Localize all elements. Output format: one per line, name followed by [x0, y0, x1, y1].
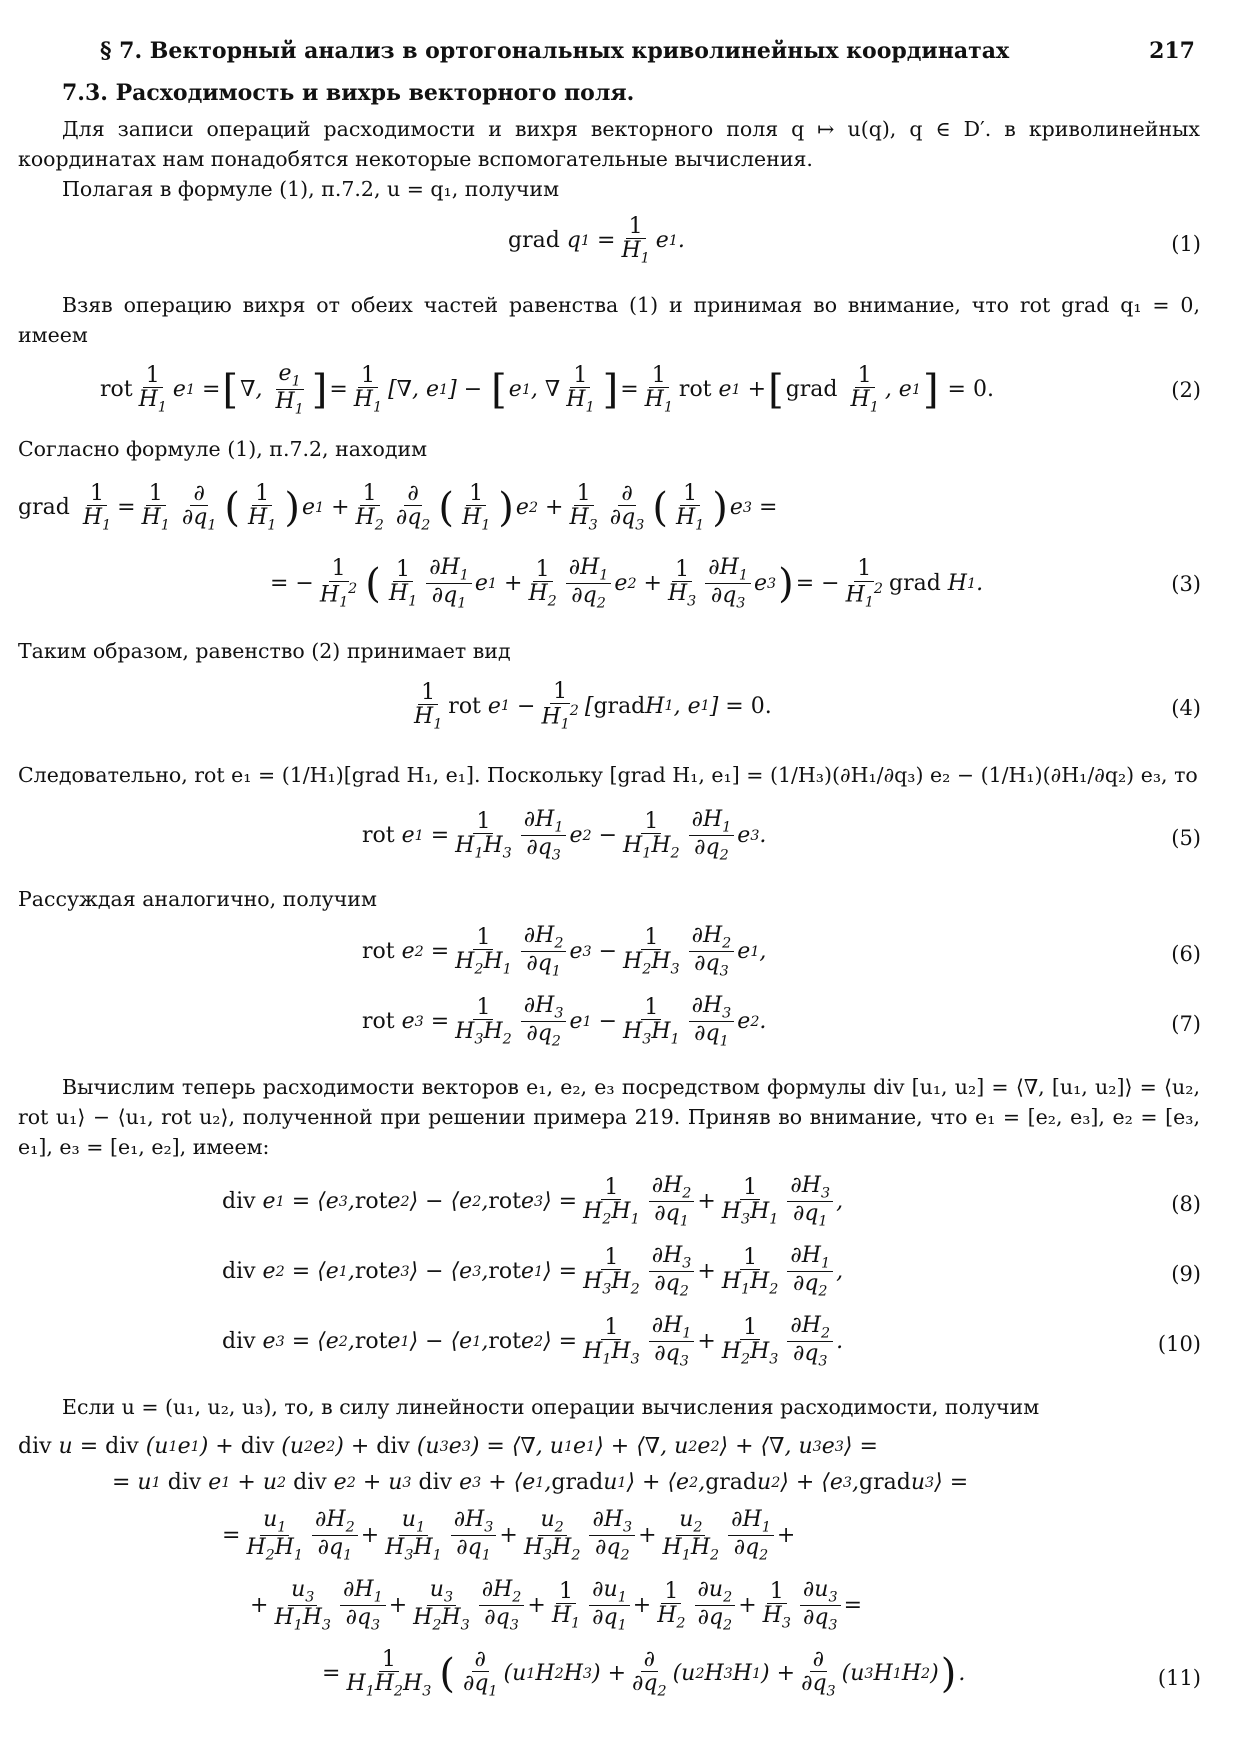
equation-number-4: (4): [1171, 696, 1201, 720]
equation-6: rot e 2 = $\frac{1}{H_2H_1}$ $\frac{\partial H_2}{\partial q_1}$ e 3 − $\frac{1}{H_2H_3}$ $\frac{\partial H_2}{\partial q_3}$ e 1 ,: [362, 923, 767, 980]
equation-number-8: (8): [1171, 1192, 1201, 1216]
paragraph-1: Для записи операций расходимости и вихря векторного поля q ↦ u(q), q ∈ D′. в криволинейных координатах нам понадобятся некоторые вспомогательные вычисления.: [18, 117, 1200, 171]
equation-8: div e 1 = ⟨e 3 , rot e 2 ⟩ − ⟨e 2 , rot e 3 ⟩ = $\frac{1}{H_2H_1}$ $\frac{\partial H_2}{\partial q_1}$ + $\frac{1}{H_3H_1}$ $\frac{\partial H_3}{\partial q_1}$ ,: [222, 1173, 844, 1230]
paragraph-2: Полагая в формуле (1), п.7.2, u = q₁, получим: [62, 177, 560, 201]
equation-10: div e 3 = ⟨e 2 , rot e 1 ⟩ − ⟨e 1 , rot e 2 ⟩ = $\frac{1}{H_1H_3}$ $\frac{\partial H_1}{\partial q_3}$ + $\frac{1}{H_2H_3}$ $\frac{\partial H_2}{\partial q_3}$ .: [222, 1313, 844, 1370]
page-header: [100, 38, 1195, 64]
equation-7: rot e 3 = $\frac{1}{H_3H_2}$ $\frac{\partial H_3}{\partial q_2}$ e 1 − $\frac{1}{H_3H_1}$ $\frac{\partial H_3}{\partial q_1}$ e 2 .: [362, 993, 767, 1050]
equation-2: rot $\frac{1}{H_1}$ e 1 = [ ∇, $\frac{e_1}{H_1}$ ] = $\frac{1}{H_1}$ [∇, e 1 ] − [ e 1 , ∇ $\frac{1}{H_1}$ ] = $\frac{1}{H_1}$ rot e 1 + [ grad $\frac{1}{H_1}$ , e 1 ] = 0.: [100, 361, 994, 418]
header-title: § 7. Векторный анализ в ортогональных криволинейных координатах: [100, 38, 1010, 64]
paragraph-7: Рассуждая аналогично, получим: [18, 887, 377, 911]
paragraph-8: Вычислим теперь расходимости векторов e₁, e₂, e₃ посредством формулы div [u₁, u₂] = ⟨∇, [u₁, u₂]⟩ = ⟨u₂, rot u₁⟩ − ⟨u₁, rot u₂⟩, полученной при решении примера 219. Приняв во внимание, что e₁ = [e₂, e₃], e₂ = [e₃, e₁], e₃ = [e₁, e₂], имеем:: [18, 1075, 1200, 1159]
paragraph-3: Взяв операцию вихря от обеих частей равенства (1) и принимая во внимание, что rot grad q₁ = 0, имеем: [18, 293, 1200, 347]
paragraph-5: Таким образом, равенство (2) принимает вид: [18, 639, 511, 663]
equation-number-2: (2): [1171, 378, 1201, 402]
equation-number-9: (9): [1171, 1262, 1201, 1286]
paragraph-4: Согласно формуле (1), п.7.2, находим: [18, 437, 428, 461]
equation-11-line-3: = $\frac{u_1}{H_2H_1}$ $\frac{\partial H_2}{\partial q_1}$ + $\frac{u_1}{H_3H_1}$ $\frac{\partial H_3}{\partial q_1}$ + $\frac{u_2}{H_3H_2}$ $\frac{\partial H_3}{\partial q_2}$ + $\frac{u_2}{H_1H_2}$ $\frac{\partial H_1}{\partial q_2}$ +: [222, 1507, 796, 1564]
equation-number-1: (1): [1171, 232, 1201, 256]
equation-11-line-4: + $\frac{u_3}{H_1H_3}$ $\frac{\partial H_1}{\partial q_3}$ + $\frac{u_3}{H_2H_3}$ $\frac{\partial H_2}{\partial q_3}$ + $\frac{1}{H_1}$ $\frac{\partial u_1}{\partial q_1}$ + $\frac{1}{H_2}$ $\frac{\partial u_2}{\partial q_2}$ + $\frac{1}{H_3}$ $\frac{\partial u_3}{\partial q_3}$ =: [250, 1577, 863, 1634]
equation-5: rot e 1 = $\frac{1}{H_1H_3}$ $\frac{\partial H_1}{\partial q_3}$ e 2 − $\frac{1}{H_1H_2}$ $\frac{\partial H_1}{\partial q_2}$ e 3 .: [362, 807, 767, 864]
equation-number-5: (5): [1171, 826, 1201, 850]
section-title: 7.3. Расходимость и вихрь векторного поля.: [62, 80, 635, 106]
equation-number-7: (7): [1171, 1012, 1201, 1036]
page-number: 217: [1149, 38, 1195, 64]
equation-1: grad q 1 = $\frac{1}{H_1}$ e 1 .: [508, 214, 685, 267]
equation-3-line-1: grad $\frac{1}{H_1}$ = $\frac{1}{H_1}$ $\frac{\partial}{\partial q_1}$ ( $\frac{1}{H_1}$ ) e 1 + $\frac{1}{H_2}$ $\frac{\partial}{\partial q_2}$ ( $\frac{1}{H_1}$ ) e 2 + $\frac{1}{H_3}$ $\frac{\partial}{\partial q_3}$ ( $\frac{1}{H_1}$ ) e 3 =: [18, 481, 778, 534]
equation-number-11: (11): [1157, 1666, 1201, 1690]
equation-number-3: (3): [1171, 572, 1201, 596]
equation-number-6: (6): [1171, 942, 1201, 966]
equation-number-10: (10): [1157, 1332, 1201, 1356]
equation-11-line-5: = $\frac{1}{H_1H_2H_3}$ ( $\frac{\partial}{\partial q_1}$ (u 1 H 2 H 3 ) + $\frac{\partial}{\partial q_2}$ (u 2 H 3 H 1 ) + $\frac{\partial}{\partial q_3}$ (u 3 H 1 H 2 ) ) .: [322, 1647, 966, 1700]
paragraph-9: Если u = (u₁, u₂, u₃), то, в силу линейности операции вычисления расходимости, получим: [62, 1395, 1040, 1419]
equation-9: div e 2 = ⟨e 1 , rot e 3 ⟩ − ⟨e 3 , rot e 1 ⟩ = $\frac{1}{H_3H_2}$ $\frac{\partial H_3}{\partial q_2}$ + $\frac{1}{H_1H_2}$ $\frac{\partial H_1}{\partial q_2}$ ,: [222, 1243, 844, 1300]
paragraph-6: Следовательно, rot e₁ = (1/H₁)[grad H₁, e₁]. Поскольку [grad H₁, e₁] = (1/H₃)(∂H₁/∂q₃) e₂ − (1/H₁)(∂H₁/∂q₂) e₃, то: [18, 763, 1198, 787]
equation-11-line-1: div u = div (u 1 e 1 ) + div (u 2 e 2 ) + div (u 3 e 3 ) = ⟨∇, u 1 e 1 ⟩ + ⟨∇, u 2 e 2 ⟩ + ⟨∇, u 3 e 3 ⟩ =: [18, 1434, 878, 1459]
equation-4: $\frac{1}{H_1}$ rot e 1 − $\frac{1}{H_1^2}$ [ grad H 1 , e 1 ] = 0.: [414, 679, 772, 733]
equation-3-line-2: = − $\frac{1}{H_1^2}$ ( $\frac{1}{H_1}$ $\frac{\partial H_1}{\partial q_1}$ e 1 + $\frac{1}{H_2}$ $\frac{\partial H_1}{\partial q_2}$ e 2 + $\frac{1}{H_3}$ $\frac{\partial H_1}{\partial q_3}$ e 3 ) = − $\frac{1}{H_1^2}$ grad H 1 .: [270, 555, 984, 612]
equation-11-line-2: = u 1 div e 1 + u 2 div e 2 + u 3 div e 3 + ⟨e 1 , grad u 1 ⟩ + ⟨e 2 , grad u 2 ⟩ + ⟨e 3 , grad u 3 ⟩ =: [112, 1470, 969, 1495]
